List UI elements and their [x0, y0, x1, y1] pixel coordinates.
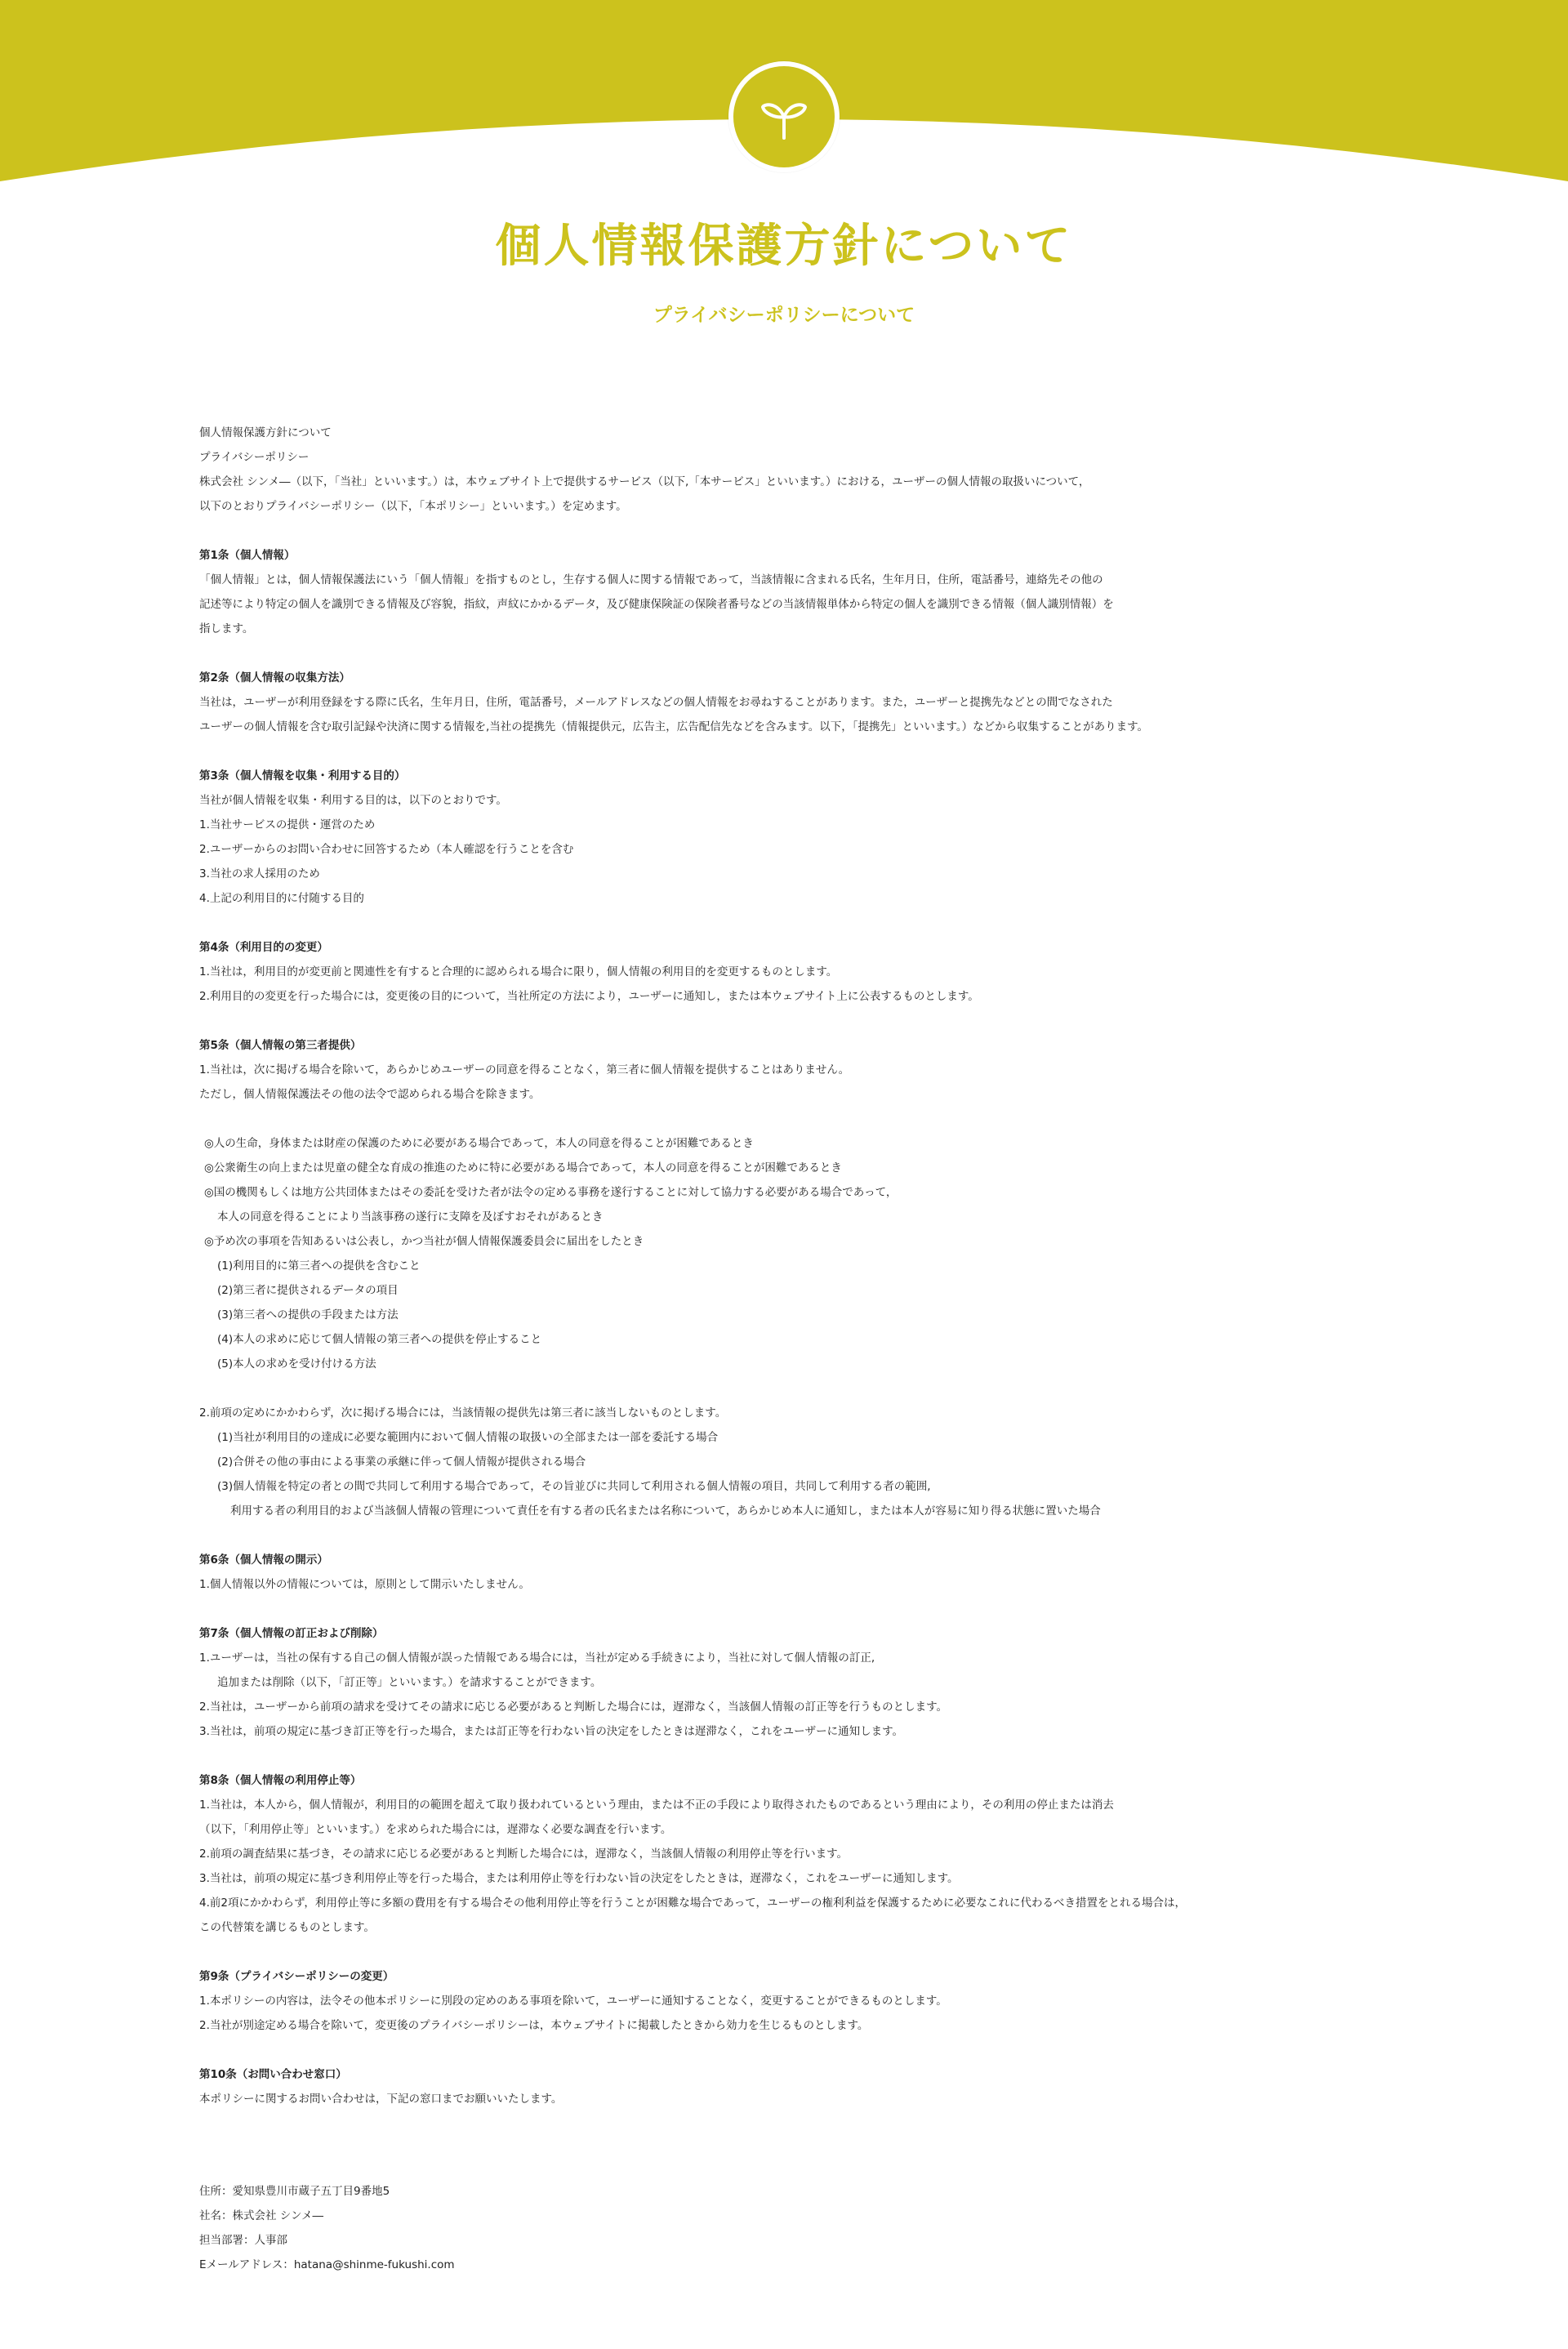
intro-line: プライバシーポリシー: [199, 451, 310, 464]
article-heading: 第7条（個人情報の訂正および削除）: [199, 1627, 384, 1640]
article-9: [199, 1964, 1392, 2038]
list-item: 3.当社は，前項の規定に基づき利用停止等を行った場合，または利用停止等を行わない旨の決定をしたときは，遅滞なく，これをユーザーに通知します。: [199, 1872, 959, 1885]
list-item: 1.当社は，利用目的が変更前と関連性を有すると合理的に認められる場合に限り，個人情報の利用目的を変更するものとします。: [199, 965, 838, 978]
sprout-icon: [756, 89, 812, 145]
intro-line: 個人情報保護方針について: [199, 426, 332, 439]
article-heading: 第2条（個人情報の収集方法）: [199, 671, 350, 684]
sub-item: (4)本人の求めに応じて個人情報の第三者への提供を停止すること: [217, 1333, 542, 1346]
list-item: 2.前項の定めにかかわらず，次に掲げる場合には，当該情報の提供先は第三者に該当しないものとします。: [199, 1406, 727, 1420]
page-title: 個人情報保護方針について: [495, 220, 1073, 273]
article-7: [199, 1621, 1392, 1744]
article-heading: 第8条（個人情報の利用停止等）: [199, 1774, 362, 1787]
list-item: 4.上記の利用目的に付随する目的: [199, 892, 364, 905]
article-3: [199, 764, 1392, 911]
list-item: 3.当社は，前項の規定に基づき訂正等を行った場合，または訂正等を行わない旨の決定をしたときは遅滞なく，これをユーザーに通知します。: [199, 1725, 904, 1738]
article-5: [199, 1033, 1392, 1523]
article-line: ただし，個人情報保護法その他の法令で認められる場合を除きます。: [199, 1088, 541, 1101]
sub-item: (3)第三者への提供の手段または方法: [217, 1308, 399, 1322]
page-subtitle: プライバシーポリシーについて: [653, 305, 915, 326]
list-item: 2.利用目的の変更を行った場合には，変更後の目的について，当社所定の方法により，ユーザーに通知し，または本ウェブサイト上に公表するものとします。: [199, 990, 979, 1003]
list-item: ◎人の生命，身体または財産の保護のために必要がある場合であって，本人の同意を得ることが困難であるとき: [204, 1137, 754, 1150]
intro-section: [199, 421, 1392, 519]
list-item: 1.当社サービスの提供・運営のため: [199, 818, 376, 831]
sub-item: (5)本人の求めを受け付ける方法: [217, 1357, 376, 1371]
article-line: 「個人情報」とは，個人情報保護法にいう「個人情報」を指すものとし，生存する個人に関する情報であって，当該情報に含まれる氏名，生年月日，住所，電話番号，連絡先その他の: [199, 573, 1103, 586]
list-item: 1.当社は，次に掲げる場合を除いて，あらかじめユーザーの同意を得ることなく，第三者に個人情報を提供することはありません。: [199, 1063, 850, 1076]
list-item: 4.前2項にかかわらず，利用停止等に多額の費用を有する場合その他利用停止等を行うことが困難な場合であって，ユーザーの権利利益を保護するために必要なこれに代わるべき措置をとれる場合は，: [199, 1897, 1186, 1910]
sub-item-continuation: 利用する者の利用目的および当該個人情報の管理について責任を有する者の氏名または名称について，あらかじめ本人に通知し，または本人が容易に知り得る状態に置いた場合: [230, 1504, 1101, 1518]
contact-company: 社名：株式会社 シンメ―: [199, 2209, 324, 2222]
list-item-continuation: （以下，「利用停止等」といいます。）を求められた場合には，遅滞なく必要な調査を行います。: [199, 1823, 672, 1836]
article-line: 当社が個人情報を収集・利用する目的は，以下のとおりです。: [199, 794, 507, 807]
article-2: [199, 666, 1392, 739]
sub-item: (1)利用目的に第三者への提供を含むこと: [217, 1259, 421, 1273]
article-heading: 第9条（プライバシーポリシーの変更）: [199, 1970, 394, 1983]
article-line: 指します。: [199, 622, 254, 635]
list-item: 2.ユーザーからのお問い合わせに回答するため（本人確認を行うことを含む: [199, 843, 574, 856]
list-item: 3.当社の求人採用のため: [199, 867, 320, 880]
list-item-continuation: 追加または削除（以下，「訂正等」といいます。）を請求することができます。: [217, 1676, 602, 1689]
list-item: 1.本ポリシーの内容は，法令その他本ポリシーに別段の定めのある事項を除いて，ユーザーに通知することなく，変更することができるものとします。: [199, 1995, 947, 2008]
article-8: [199, 1768, 1392, 1940]
list-item: 1.個人情報以外の情報については，原則として開示いたしません。: [199, 1578, 530, 1591]
contact-address: 住所：愛知県豊川市蔵子五丁目9番地5: [199, 2185, 390, 2198]
list-item: 1.当社は，本人から，個人情報が，利用目的の範囲を超えて取り扱われているという理由，または不正の手段により取得されたものであるという理由により，その利用の停止または消去: [199, 1799, 1114, 1812]
list-item: ◎公衆衛生の向上または児童の健全な育成の推進のために特に必要がある場合であって，本人の同意を得ることが困難であるとき: [204, 1161, 842, 1174]
sub-item: (2)第三者に提供されるデータの項目: [217, 1284, 399, 1297]
sub-item: (2)合併その他の事由による事業の承継に伴って個人情報が提供される場合: [217, 1455, 586, 1469]
article-6: [199, 1548, 1392, 1597]
list-item-continuation: この代替策を講じるものとします。: [199, 1921, 375, 1934]
article-heading: 第4条（利用目的の変更）: [199, 941, 328, 954]
sub-item: (3)個人情報を特定の者との間で共同して利用する場合であって，その旨並びに共同して利用される個人情報の項目，共同して利用する者の範囲,: [217, 1480, 931, 1493]
list-item: 2.当社が別途定める場合を除いて，変更後のプライバシーポリシーは，本ウェブサイトに掲載したときから効力を生じるものとします。: [199, 2019, 869, 2032]
article-heading: 第6条（個人情報の開示）: [199, 1553, 328, 1567]
article-line: ユーザーの個人情報を含む取引記録や決済に関する情報を,当社の提携先（情報提供元，広告主，広告配信先などを含みます。以下，「提携先」といいます。）などから収集することがあります。: [199, 720, 1149, 733]
list-item: ◎予め次の事項を告知あるいは公表し，かつ当社が個人情報保護委員会に届出をしたとき: [204, 1235, 644, 1248]
article-line: 当社は，ユーザーが利用登録をする際に氏名，生年月日，住所，電話番号，メールアドレスなどの個人情報をお尋ねすることがあります。また，ユーザーと提携先などとの間でなされた: [199, 696, 1113, 709]
article-line: 記述等により特定の個人を識別できる情報及び容貌，指紋，声紋にかかるデータ，及び健康保険証の保険者番号などの当該情報単体から特定の個人を識別できる情報（個人識別情報）を: [199, 598, 1114, 611]
intro-line: 以下のとおりプライバシーポリシー（以下，「本ポリシー」といいます。）を定めます。: [199, 500, 627, 513]
list-item: 2.当社は，ユーザーから前項の請求を受けてその請求に応じる必要があると判断した場合には，遅滞なく，当該個人情報の訂正等を行うものとします。: [199, 1700, 948, 1714]
contact-email: Eメールアドレス：hatana@shinme-fukushi.com: [199, 2258, 455, 2271]
article-heading: 第1条（個人情報）: [199, 549, 296, 562]
article-10: [199, 2062, 1392, 2111]
article-heading: 第10条（お問い合わせ窓口）: [199, 2068, 347, 2081]
article-line: 本ポリシーに関するお問い合わせは，下記の窓口までお願いいたします。: [199, 2093, 563, 2106]
sub-item: (1)当社が利用目的の達成に必要な範囲内において個人情報の取扱いの全部または一部を委託する場合: [217, 1431, 719, 1444]
policy-body: [199, 421, 1392, 2111]
article-4: [199, 935, 1392, 1009]
list-item: 2.前項の調査結果に基づき，その請求に応じる必要があると判断した場合には，遅滞なく，当該個人情報の利用停止等を行います。: [199, 1848, 848, 1861]
intro-line: 株式会社 シンメ―（以下，「当社」といいます。）は，本ウェブサイト上で提供するサービス（以下,「本サービス」といいます。）における，ユーザーの個人情報の取扱いについて，: [199, 475, 1090, 488]
list-item: ◎国の機関もしくは地方公共団体またはその委託を受けた者が法令の定める事務を遂行することに対して協力する必要がある場合であって，: [204, 1186, 898, 1199]
contact-department: 担当部署：人事部: [199, 2234, 287, 2247]
list-item: 1.ユーザーは，当社の保有する自己の個人情報が誤った情報である場合には，当社が定める手続きにより，当社に対して個人情報の訂正,: [199, 1651, 875, 1665]
logo: [728, 61, 840, 172]
article-heading: 第5条（個人情報の第三者提供）: [199, 1039, 362, 1052]
list-item-continuation: 本人の同意を得ることにより当該事務の遂行に支障を及ぼすおそれがあるとき: [217, 1210, 604, 1224]
article-heading: 第3条（個人情報を収集・利用する目的）: [199, 769, 406, 782]
contact-info: [199, 2179, 853, 2277]
article-1: [199, 543, 1392, 641]
